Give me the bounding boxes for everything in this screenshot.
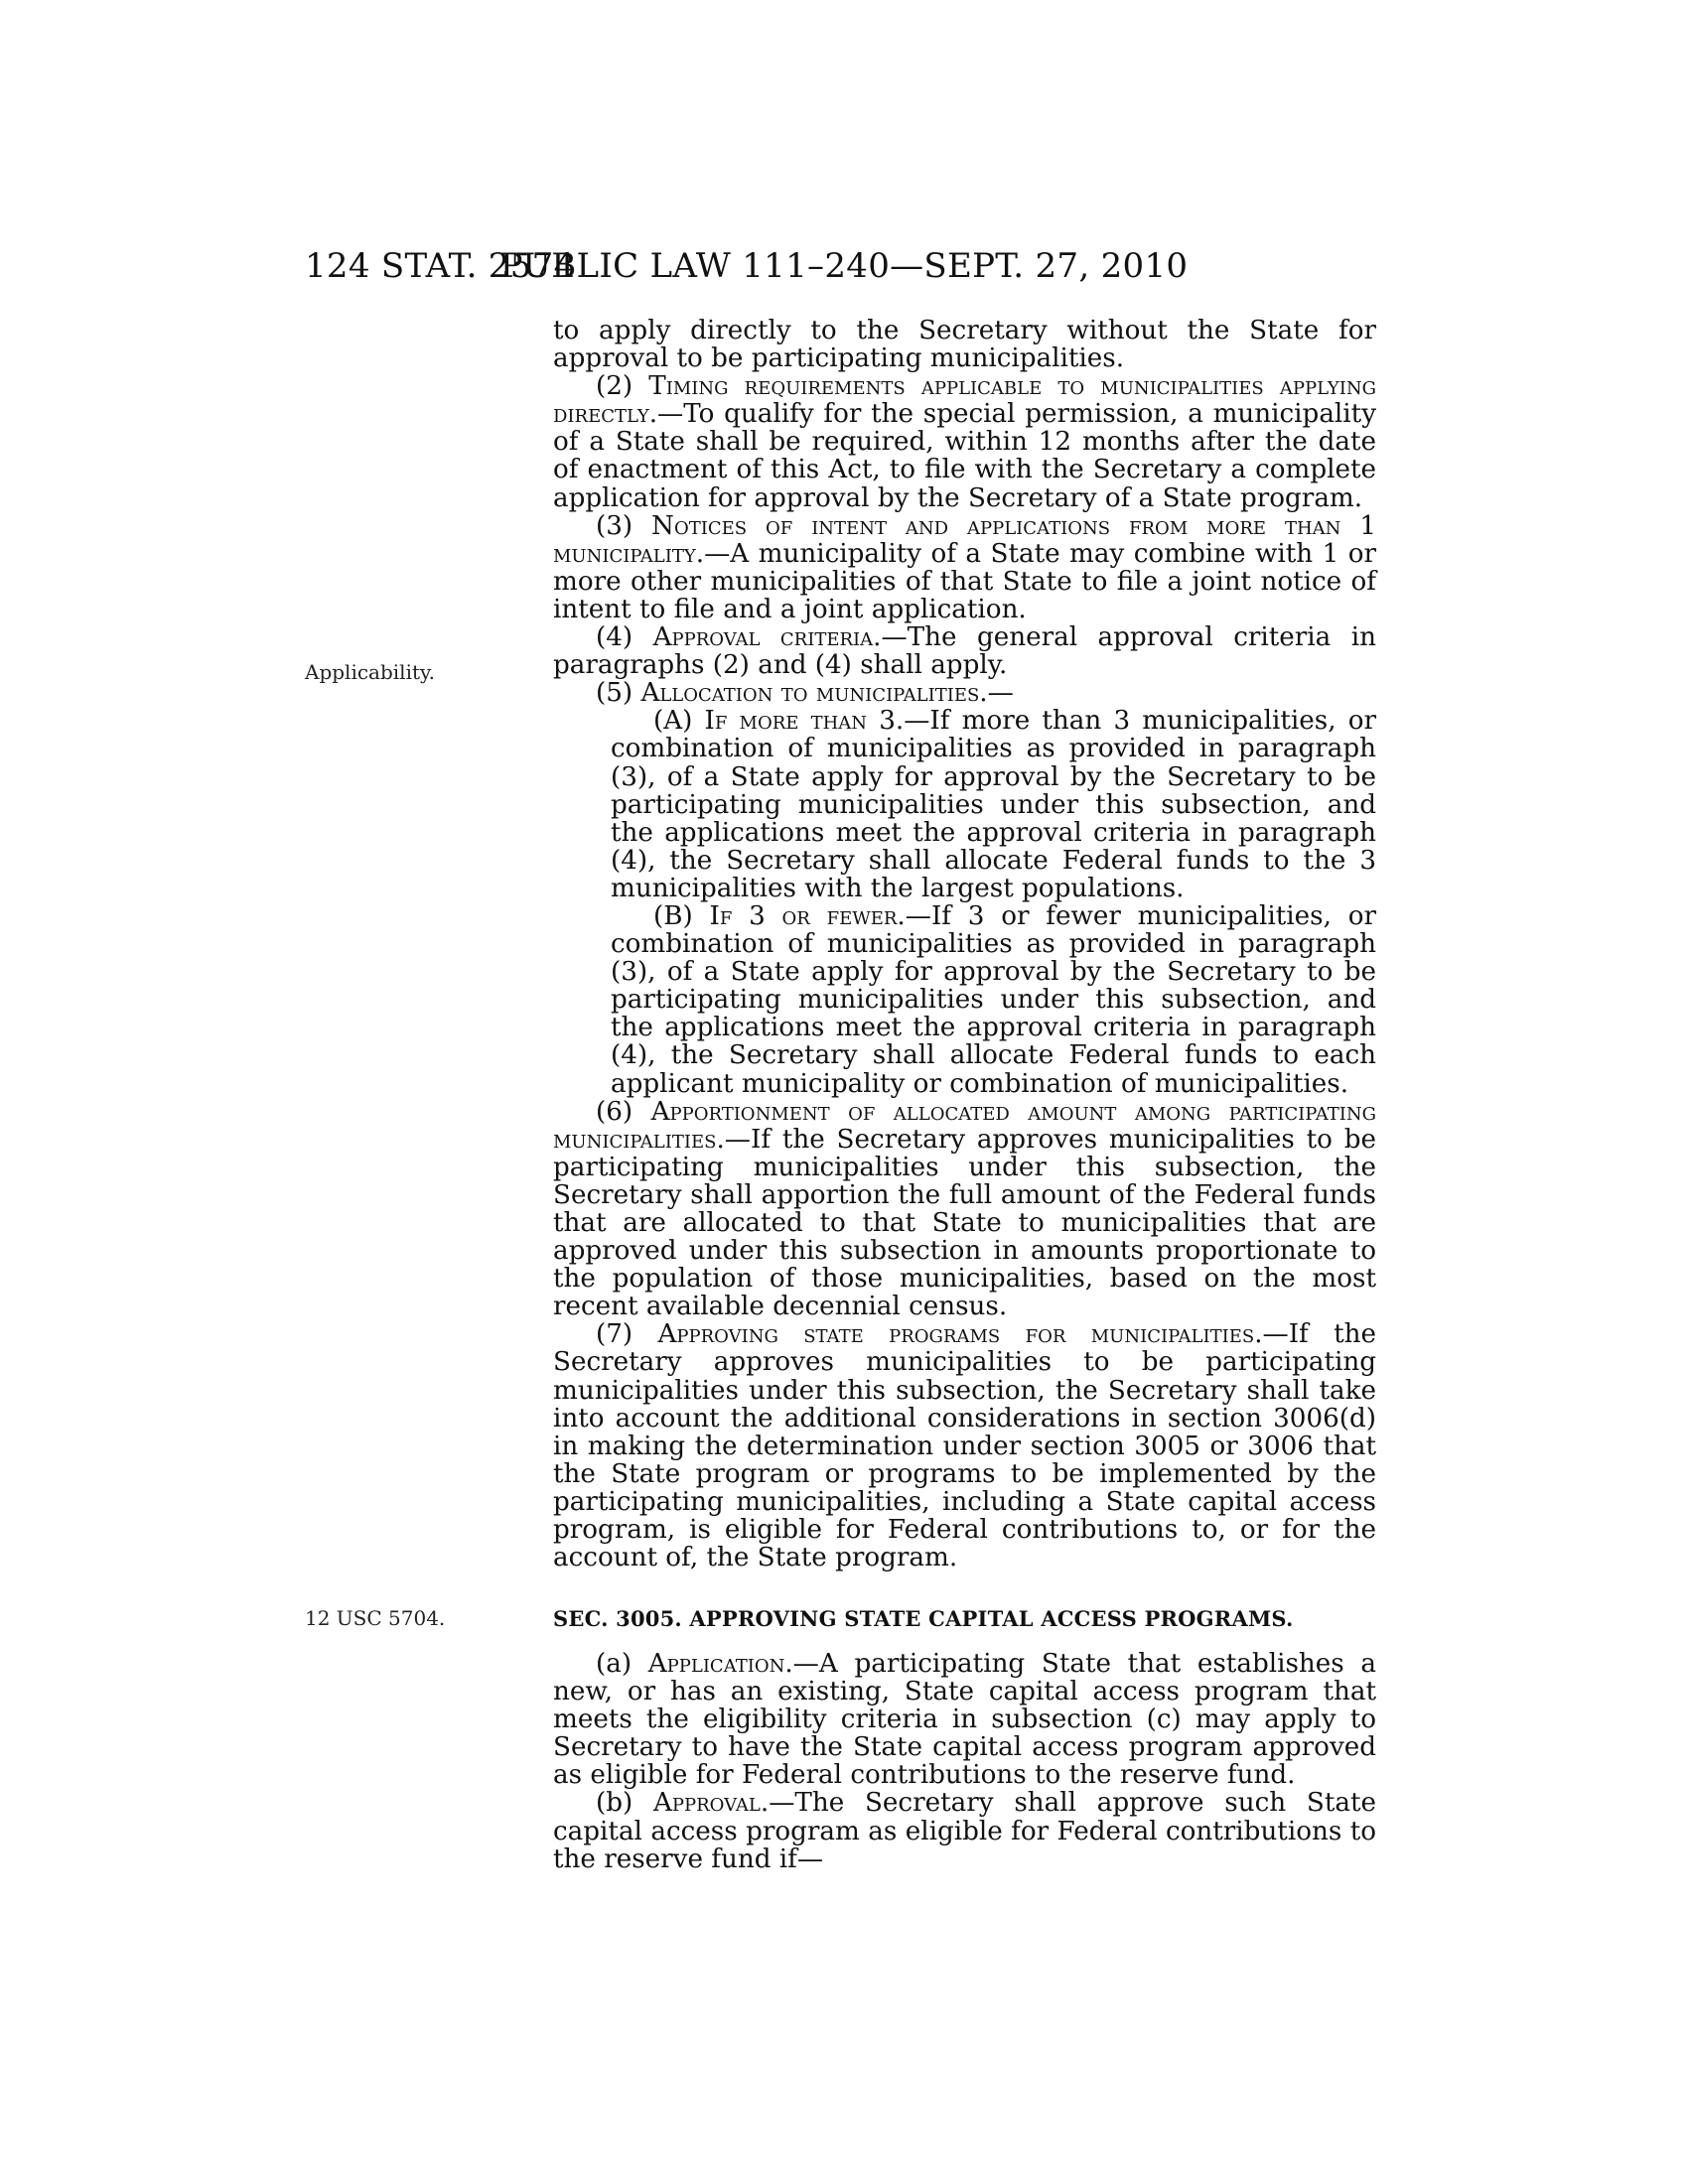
main-text-block: [553, 317, 1376, 1571]
subsection-b: (b) Approval.—The Secretary shall approve such State capital access program as eligible for Federal contributions to the reserve fund if—: [553, 1788, 1377, 1874]
paragraph-heading: Application.: [647, 1649, 793, 1679]
paragraph-heading: Apportionment of allocated amount among participating municipalities.: [553, 1096, 1376, 1155]
paragraph-5: (5) Allocation to municipalities.—: [596, 678, 1014, 709]
paragraph-heading: If 3 or fewer.: [709, 900, 906, 931]
running-head-title: PUBLIC LAW 111–240—SEPT. 27, 2010: [499, 246, 1189, 286]
subsection-a: (a) Application.—A participating State that establishes a new, or has an existing, State capital access program that meets the eligibility criteria in subsection (c) may apply to Secretary to have the State capital access program approved as eligible for Federal contributions to the reserve fund.: [553, 1649, 1376, 1791]
subparagraph-block: [553, 707, 1376, 1097]
paragraph-heading: Approval.: [653, 1788, 770, 1819]
paragraph-4: (4) Approval criteria.—The general approval criteria in paragraphs (2) and (4) shall apply.: [553, 622, 1377, 681]
margin-note-usc: 12 USC 5704.: [305, 1606, 446, 1630]
paragraph-heading: Timing requirements applicable to municipalities applying directly.: [553, 371, 1376, 430]
paragraph-2: (2) Timing requirements applicable to municipalities applying directly.—To qualify for the special permission, a municipality of a State shall be required, within 12 months after the date of enactment of this Act, to file with the Secretary a complete application for approval by the Secretary of a State program.: [553, 371, 1376, 513]
subparagraph-b: (B) If 3 or fewer.—If 3 or fewer municipalities, or combination of municipalities as provided in paragraph (3), of a State apply for approval by the Secretary to be participating municipalities under this subsection, and the applications meet the approval criteria in paragraph (4), the Secretary shall allocate Federal funds to each applicant municipality or combination of municipalities.: [611, 900, 1376, 1099]
paragraph-3: (3) Notices of intent and applications from more than 1 municipality.—A municipality of a State may combine with 1 or more other municipalities of that State to file a joint notice of intent to file and a joint application.: [553, 510, 1376, 624]
paragraph-heading: Notices of intent and applications from more than 1 municipality.: [553, 510, 1376, 569]
paragraph-heading: Allocation to municipalities.: [640, 678, 988, 709]
paragraph-7: (7) Approving state programs for municipalities.—If the Secretary approves municipalities to be participating municipalities under this subsection, the Secretary shall take into account the additional considerations in section 3006(d) in making the determination under section 3005 or 3006 that the State program or programs to be implemented by the participating municipalities, including a State capital access program, is eligible for Federal contributions to, or for the account of, the State program.: [553, 1319, 1376, 1573]
section-3005-text: [553, 1650, 1376, 1873]
paragraph-heading: Approval criteria.: [652, 622, 882, 653]
section-heading: SEC. 3005. APPROVING STATE CAPITAL ACCESS PROGRAMS.: [553, 1606, 1294, 1631]
stat-page-number: 124 STAT. 2574: [305, 246, 576, 286]
subparagraph-a: (A) If more than 3.—If more than 3 municipalities, or combination of municipalities as provided in paragraph (3), of a State apply for approval by the Secretary to be participating municipalities under this subsection, and the applications meet the approval criteria in paragraph (4), the Secretary shall allocate Federal funds to the 3 municipalities with the largest populations.: [611, 706, 1377, 903]
paragraph-continuation: to apply directly to the Secretary without the State for approval to be participating municipalities.: [553, 316, 1376, 374]
paragraph-heading: If more than 3.: [704, 706, 905, 737]
paragraph-heading: Approving state programs for municipalities.: [657, 1319, 1263, 1350]
paragraph-6: (6) Apportionment of allocated amount among participating municipalities.—If the Secretary approves municipalities to be participating municipalities under this subsection, the Secretary shall apportion the full amount of the Federal funds that are allocated to that State to municipalities that are approved under this subsection in amounts proportionate to the population of those municipalities, based on the most recent available decennial census.: [553, 1096, 1376, 1322]
margin-note-applicability: Applicability.: [305, 660, 435, 684]
